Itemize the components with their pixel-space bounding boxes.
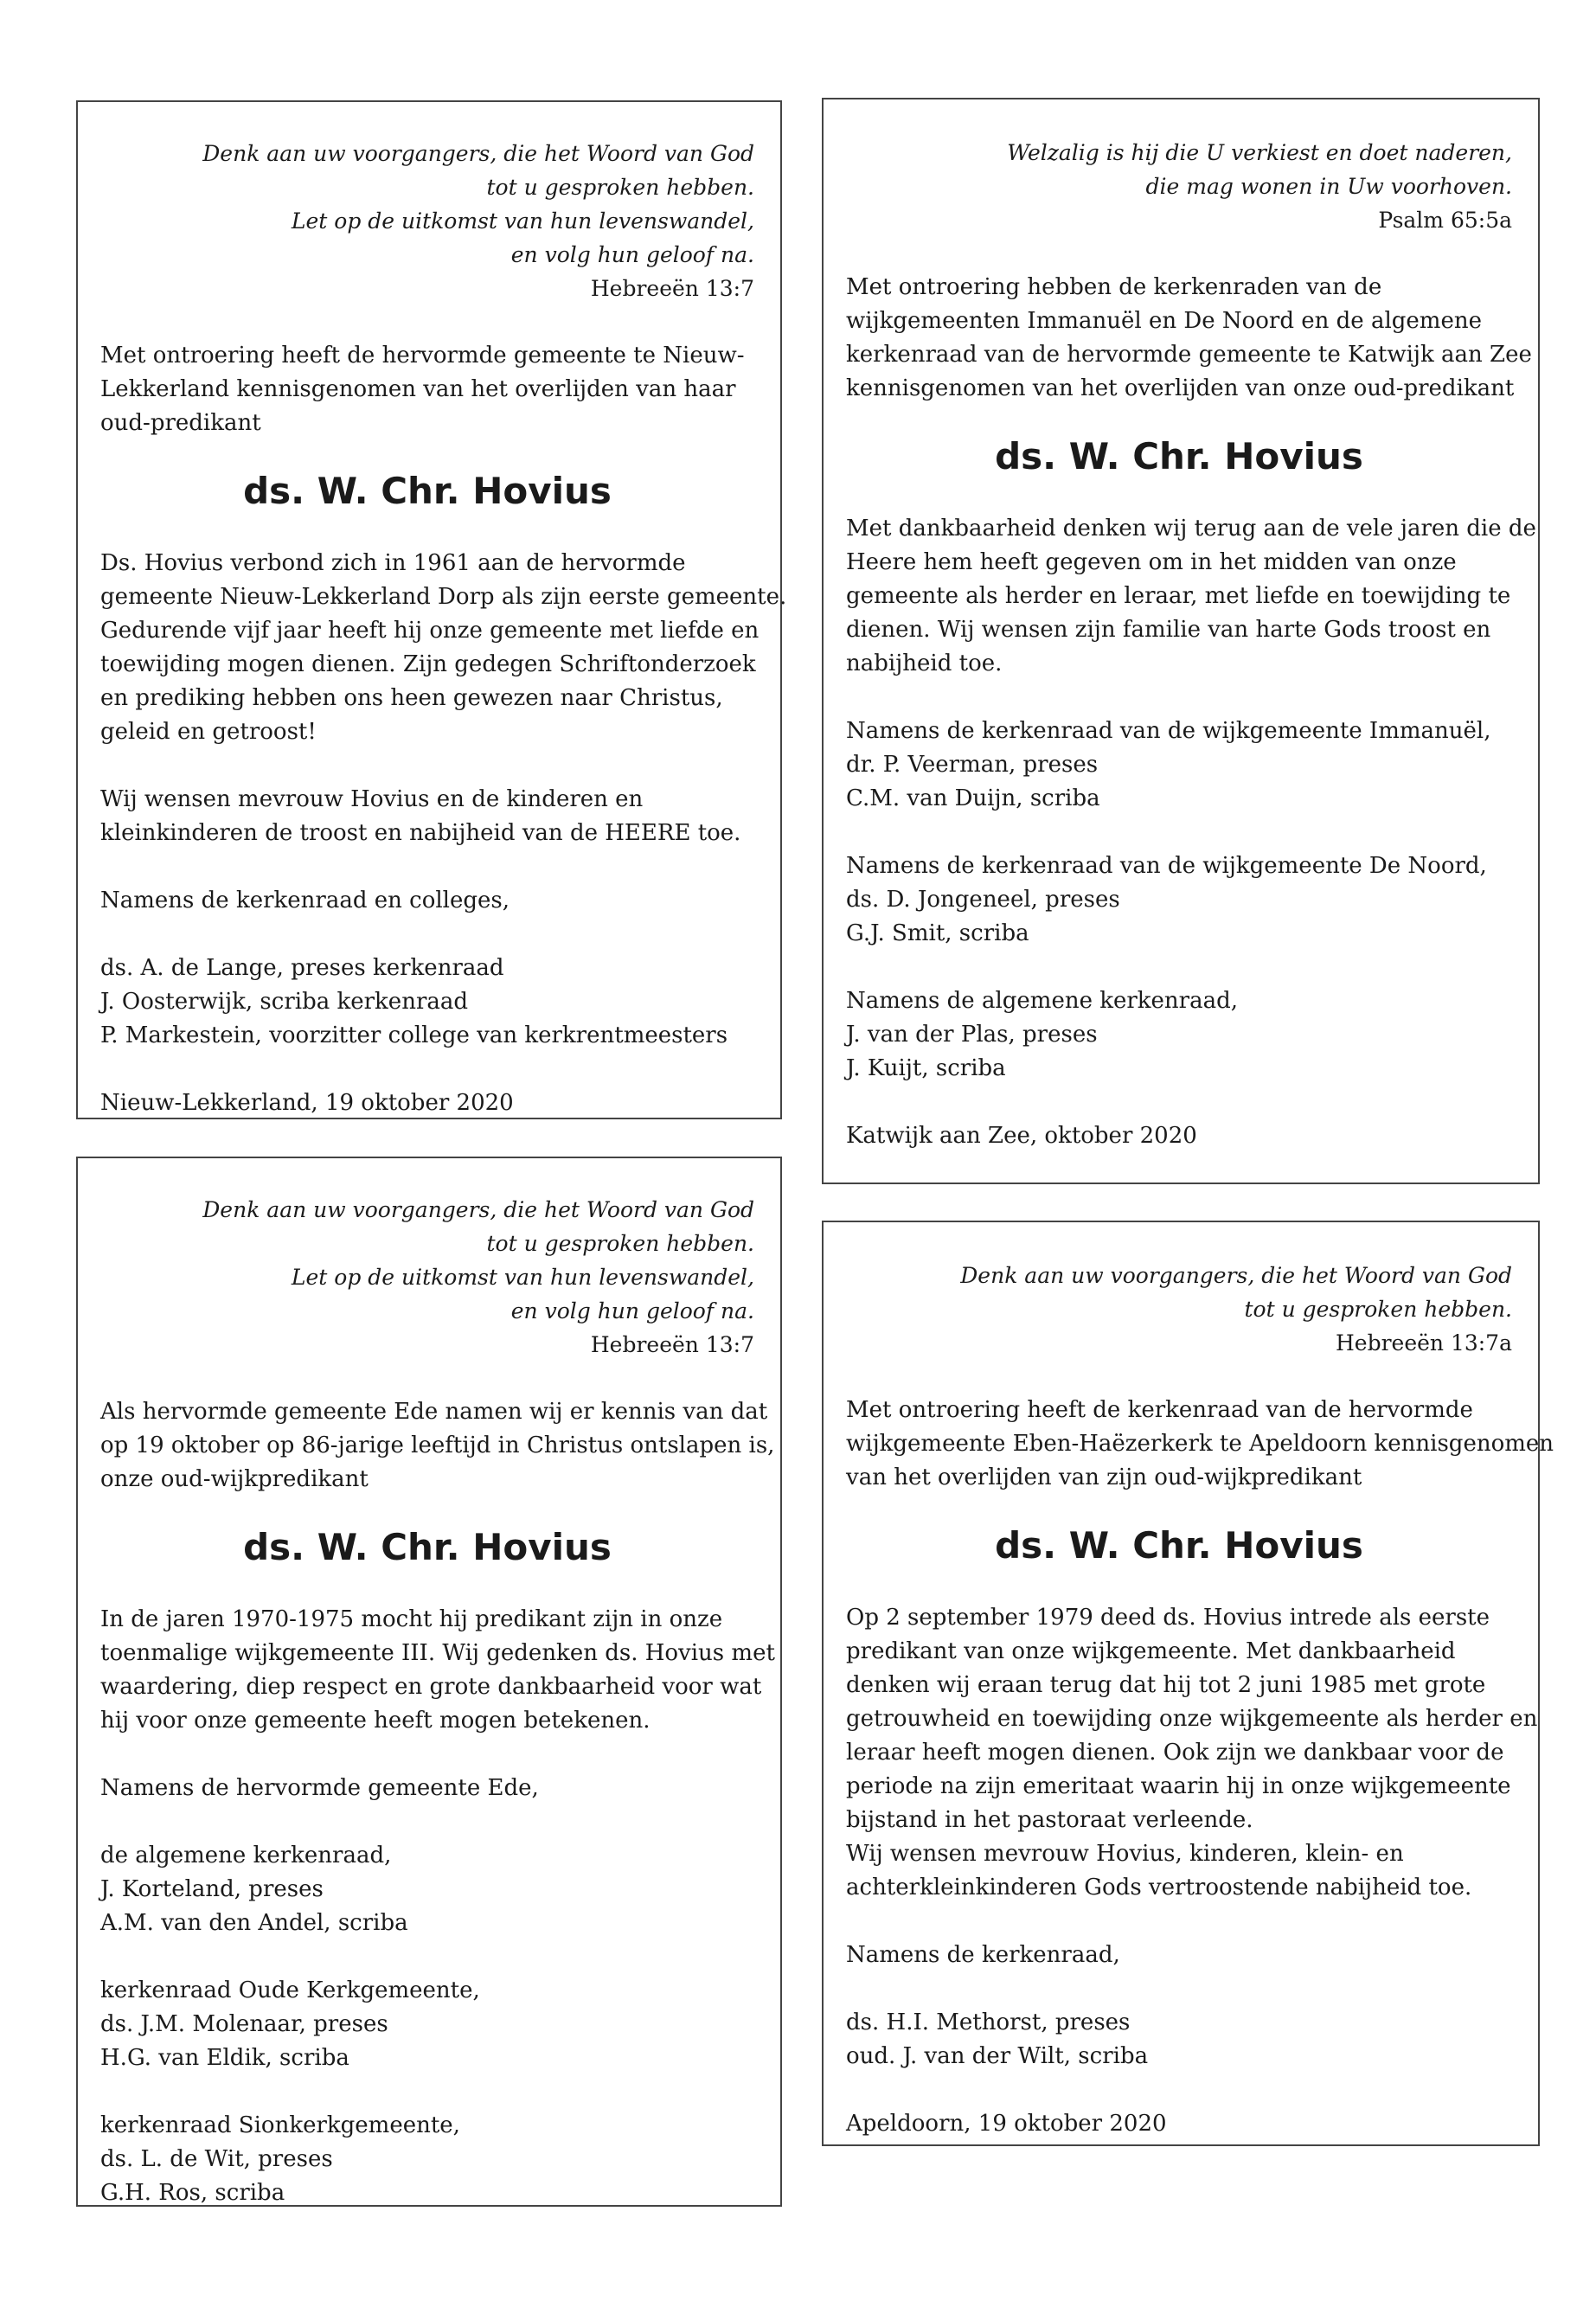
text-line: van het overlijden van zijn oud-wijkpredikant (846, 1465, 1362, 1490)
notice-content (846, 136, 1536, 1153)
verse-line: tot u gesproken hebben. (486, 1231, 754, 1256)
signatory-group (100, 2109, 754, 2210)
signatory: oud. J. van der Wilt, scriba (846, 2043, 1149, 2069)
text-line: kerkenraad Oude Kerkgemeente, (100, 1977, 480, 2003)
text-line: Met ontroering heeft de kerkenraad van de hervormde (846, 1397, 1473, 1423)
text-line: bijstand in het pastoraat verleende. (846, 1807, 1253, 1833)
deceased-name: ds. W. Chr. Hovius (995, 1524, 1363, 1567)
text-line: Op 2 september 1979 deed ds. Hovius intrede als eerste (846, 1605, 1490, 1631)
text-line: de algemene kerkenraad, (100, 1843, 392, 1868)
verse-line: en volg hun geloof na. (510, 242, 754, 267)
signatory: dr. P. Veerman, preses (846, 752, 1099, 778)
place-date (100, 1086, 754, 1120)
text-line: Nieuw-Lekkerland, 19 oktober 2020 (100, 1090, 514, 1116)
intro-paragraph (100, 339, 754, 440)
verse-line: Denk aan uw voorgangers, die het Woord van God (202, 141, 754, 166)
text-line: achterkleinkinderen Gods vertroostende nabijheid toe. (846, 1875, 1472, 1900)
text-line: denken wij eraan terug dat hij tot 2 juni 1985 met grote (846, 1672, 1486, 1698)
text-line: toenmalige wijkgemeente III. Wij gedenken ds. Hovius met (100, 1640, 775, 1666)
death-notice-ede (76, 1157, 782, 2207)
signatory-group (846, 984, 1512, 1086)
signatory-group (846, 849, 1512, 951)
text-line: Met ontroering heeft de hervormde gemeente te Nieuw- (100, 343, 745, 369)
signatory: G.H. Ros, scriba (100, 2180, 285, 2206)
text-line: Ds. Hovius verbond zich in 1961 aan de hervormde (100, 550, 686, 576)
deceased-name: ds. W. Chr. Hovius (995, 435, 1363, 478)
text-line: en prediking hebben ons heen gewezen naar Christus, (100, 685, 723, 711)
text-line: hij voor onze gemeente heeft mogen betekenen. (100, 1708, 651, 1734)
signatory: H.G. van Eldik, scriba (100, 2045, 349, 2071)
intro-paragraph (846, 271, 1532, 406)
body-paragraph (100, 1603, 775, 1738)
verse-reference: Hebreeën 13:7a (1335, 1330, 1512, 1356)
verse-line: Denk aan uw voorgangers, die het Woord van God (960, 1263, 1512, 1288)
notice-content (100, 1193, 775, 2210)
deceased-name: ds. W. Chr. Hovius (243, 1526, 612, 1568)
text-line: Namens de kerkenraad, (846, 1942, 1120, 1968)
bible-verse (100, 137, 754, 305)
text-line: nabijheid toe. (846, 651, 1003, 676)
signatory: ds. L. de Wit, preses (100, 2146, 333, 2172)
text-line: Katwijk aan Zee, oktober 2020 (846, 1123, 1197, 1149)
verse-line: en volg hun geloof na. (510, 1298, 754, 1324)
text-line: kleinkinderen de troost en nabijheid van de HEERE toe. (100, 820, 741, 846)
verse-reference: Psalm 65:5a (1378, 208, 1512, 233)
text-line: Namens de algemene kerkenraad, (846, 988, 1239, 1014)
bible-verse (846, 1259, 1512, 1360)
text-line: op 19 oktober op 86-jarige leeftijd in Christus ontslapen is, (100, 1433, 775, 1458)
notice-content (846, 1259, 1554, 2141)
text-line: Wij wensen mevrouw Hovius, kinderen, klein- en (846, 1841, 1404, 1867)
text-line: Namens de kerkenraad en colleges, (100, 888, 510, 913)
text-line: Met ontroering hebben de kerkenraden van de (846, 274, 1382, 300)
death-notice-apeldoorn (822, 1221, 1554, 2146)
verse-reference: Hebreeën 13:7 (590, 276, 754, 301)
on-behalf-line (846, 1939, 1512, 1972)
notice-content (100, 137, 787, 1120)
text-line: Apeldoorn, 19 oktober 2020 (846, 2111, 1167, 2137)
text-line: kerkenraad van de hervormde gemeente te Katwijk aan Zee (846, 342, 1532, 368)
text-line: Namens de kerkenraad van de wijkgemeente De Noord, (846, 853, 1487, 879)
signatory-group (846, 715, 1512, 816)
verse-line: tot u gesproken hebben. (486, 175, 754, 200)
signatory-group (100, 1839, 754, 1940)
death-notice-katwijk (822, 98, 1540, 1184)
body-paragraph (100, 547, 787, 749)
text-line: kennisgenomen van het overlijden van onze oud-predikant (846, 375, 1515, 401)
text-line: waardering, diep respect en grote dankbaarheid voor wat (100, 1674, 762, 1700)
bible-verse (100, 1193, 754, 1362)
verse-line: Welzalig is hij die U verkiest en doet naderen, (1007, 140, 1512, 165)
death-notice-nieuw-lekkerland (76, 100, 787, 1119)
text-line: Met dankbaarheid denken wij terug aan de vele jaren die de (846, 516, 1536, 542)
verse-line: Let op de uitkomst van hun levenswandel, (291, 1265, 754, 1290)
text-line: onze oud-wijkpredikant (100, 1466, 369, 1492)
signatory: ds. D. Jongeneel, preses (846, 887, 1120, 913)
text-line: gemeente als herder en leraar, met liefde en toewijding te (846, 583, 1511, 609)
text-line: toewijding mogen dienen. Zijn gedegen Schriftonderzoek (100, 651, 756, 677)
signatories (100, 952, 754, 1053)
intro-paragraph (846, 1394, 1554, 1495)
text-line: oud-predikant (100, 410, 261, 436)
verse-line: die mag wonen in Uw voorhoven. (1145, 174, 1512, 199)
signatory: ds. A. de Lange, preses kerkenraad (100, 955, 504, 981)
text-line: leraar heeft mogen dienen. Ook zijn we dankbaar voor de (846, 1740, 1504, 1766)
place-date (846, 1119, 1512, 1153)
signatory-group (100, 1974, 754, 2075)
text-line: gemeente Nieuw-Lekkerland Dorp als zijn eerste gemeente. (100, 584, 787, 610)
signatory: ds. J.M. Molenaar, preses (100, 2011, 388, 2037)
text-line: dienen. Wij wensen zijn familie van harte Gods troost en (846, 617, 1491, 643)
wish-paragraph (100, 783, 754, 850)
text-line: Lekkerland kennisgenomen van het overlijden van haar (100, 376, 736, 402)
signatory: C.M. van Duijn, scriba (846, 785, 1100, 811)
text-line: geleid en getroost! (100, 719, 317, 745)
text-line: wijkgemeente Eben-Haëzerkerk te Apeldoorn kennisgenomen (846, 1431, 1554, 1457)
signatory: J. van der Plas, preses (846, 1022, 1098, 1048)
signatory: A.M. van den Andel, scriba (100, 1910, 408, 1936)
signatory: J. Korteland, preses (100, 1876, 324, 1902)
intro-paragraph (100, 1395, 775, 1497)
place-date (846, 2107, 1512, 2141)
verse-line: Denk aan uw voorgangers, die het Woord van God (202, 1197, 754, 1222)
text-line: getrouwheid en toewijding onze wijkgemeente als herder en (846, 1706, 1538, 1732)
signatory: G.J. Smit, scriba (846, 920, 1029, 946)
signatory: ds. H.I. Methorst, preses (846, 2009, 1131, 2035)
text-line: kerkenraad Sionkerkgemeente, (100, 2112, 460, 2138)
text-line: Namens de kerkenraad van de wijkgemeente Immanuël, (846, 718, 1491, 744)
text-line: Als hervormde gemeente Ede namen wij er kennis van dat (100, 1399, 768, 1425)
text-line: wijkgemeenten Immanuël en De Noord en de algemene (846, 308, 1482, 334)
deceased-name: ds. W. Chr. Hovius (243, 470, 612, 512)
body-paragraph (846, 512, 1536, 681)
verse-line: Let op de uitkomst van hun levenswandel, (291, 208, 754, 234)
bible-verse (846, 136, 1512, 237)
text-line: predikant van onze wijkgemeente. Met dankbaarheid (846, 1638, 1456, 1664)
signatory: J. Oosterwijk, scriba kerkenraad (100, 989, 469, 1015)
text-line: In de jaren 1970-1975 mocht hij predikant zijn in onze (100, 1606, 723, 1632)
text-line: Namens de hervormde gemeente Ede, (100, 1775, 539, 1801)
verse-reference: Hebreeën 13:7 (590, 1332, 754, 1357)
signatories (846, 2006, 1512, 2073)
body-paragraph (846, 1601, 1538, 1905)
text-line: periode na zijn emeritaat waarin hij in onze wijkgemeente (846, 1773, 1511, 1799)
signatory: J. Kuijt, scriba (846, 1055, 1006, 1081)
text-line: Wij wensen mevrouw Hovius en de kinderen en (100, 786, 644, 812)
signatory: P. Markestein, voorzitter college van kerkrentmeesters (100, 1022, 728, 1048)
on-behalf-line (100, 1772, 754, 1805)
verse-line: tot u gesproken hebben. (1244, 1297, 1512, 1322)
on-behalf-line (100, 884, 754, 918)
text-line: Gedurende vijf jaar heeft hij onze gemeente met liefde en (100, 618, 760, 644)
text-line: Heere hem heeft gegeven om in het midden van onze (846, 549, 1457, 575)
